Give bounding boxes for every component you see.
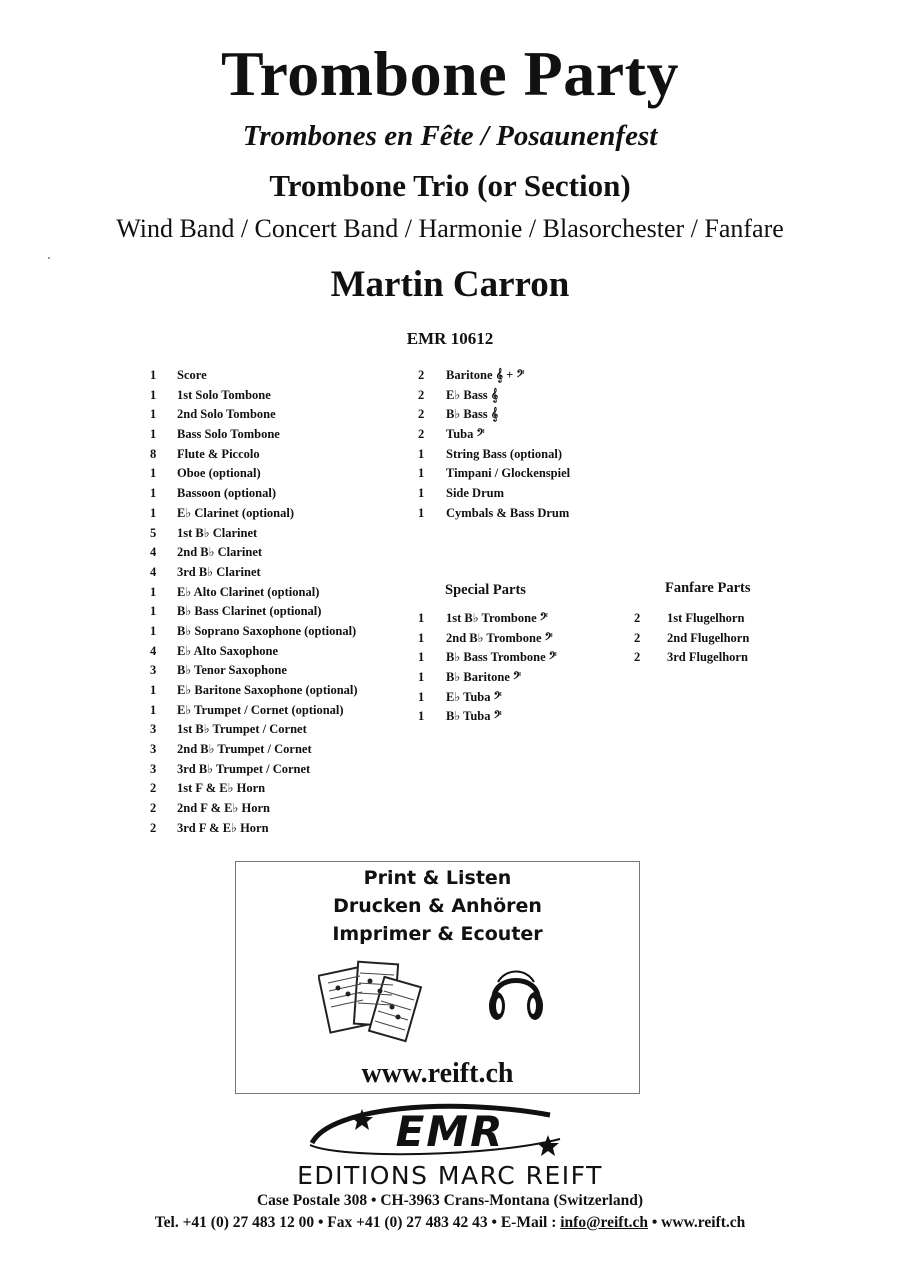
part-name: Baritone 𝄞 + 𝄢 <box>446 368 525 382</box>
scan-speck <box>48 257 50 259</box>
part-name: String Bass (optional) <box>446 446 562 461</box>
part-name: Bassoon (optional) <box>177 486 276 501</box>
part-quantity: 2 <box>634 630 641 645</box>
part-quantity: 1 <box>150 466 157 481</box>
part-name: Tuba 𝄢 <box>446 427 485 442</box>
page-subtitle: Trombones en Fête / Posaunenfest <box>242 120 658 152</box>
part-name: 2nd B♭ Clarinet <box>177 545 263 560</box>
part-quantity: 2 <box>150 801 157 816</box>
part-quantity: 1 <box>418 446 425 461</box>
part-name: 2nd Flugelhorn <box>667 630 750 645</box>
part-quantity: 1 <box>150 702 157 717</box>
part-quantity: 1 <box>150 387 157 402</box>
part-name: Side Drum <box>446 486 504 501</box>
part-name: B♭ Soprano Saxophone (optional) <box>177 623 357 638</box>
svg-text:EMR: EMR <box>395 1107 505 1156</box>
part-name: B♭ Tuba 𝄢 <box>446 709 502 724</box>
email-link[interactable]: info@reift.ch <box>560 1214 648 1231</box>
part-name: 1st B♭ Clarinet <box>177 525 258 540</box>
part-quantity: 1 <box>418 630 425 645</box>
part-quantity: 1 <box>150 623 157 638</box>
part-name: B♭ Bass 𝄞 <box>446 407 499 422</box>
part-quantity: 1 <box>418 689 425 704</box>
contact-phone-fax: Tel. +41 (0) 27 483 12 00 • Fax +41 (0) 27 483 42 43 • E-Mail : <box>154 1214 561 1231</box>
composer-name: Martin Carron <box>330 264 570 305</box>
part-quantity: 3 <box>150 742 157 757</box>
part-name: E♭ Alto Clarinet (optional) <box>177 584 320 599</box>
part-quantity: 1 <box>418 709 425 724</box>
part-name: 1st Flugelhorn <box>667 611 745 625</box>
publisher-contact <box>0 1215 900 1231</box>
part-name: 3rd Flugelhorn <box>667 650 748 665</box>
part-quantity: 1 <box>150 407 157 422</box>
part-name: Timpani / Glockenspiel <box>446 466 571 481</box>
part-quantity: 3 <box>150 761 157 776</box>
part-quantity: 2 <box>418 387 425 402</box>
part-quantity: 1 <box>418 466 425 481</box>
part-name: E♭ Trumpet / Cornet (optional) <box>177 702 344 717</box>
part-name: B♭ Bass Clarinet (optional) <box>177 604 322 619</box>
part-name: 3rd B♭ Clarinet <box>177 564 261 579</box>
part-quantity: 1 <box>150 584 157 599</box>
publisher-address: Case Postale 308 • CH-3963 Crans-Montana (Switzerland) <box>256 1192 643 1209</box>
part-quantity: 1 <box>150 486 157 501</box>
part-quantity: 1 <box>150 427 157 442</box>
part-name: Bass Solo Tombone <box>177 427 280 442</box>
part-quantity: 1 <box>150 604 157 619</box>
part-quantity: 4 <box>150 643 157 658</box>
promo-website-link[interactable]: www.reift.ch <box>361 1058 514 1089</box>
part-name: E♭ Baritone Saxophone (optional) <box>177 683 358 697</box>
special-parts-heading: Special Parts <box>445 582 526 598</box>
part-name: 1st F & E♭ Horn <box>177 781 266 796</box>
promo-line-2: Drucken & Anhören <box>333 895 542 917</box>
part-name: E♭ Alto Saxophone <box>177 643 279 658</box>
part-name: Score <box>177 368 207 382</box>
part-name: Cymbals & Bass Drum <box>446 505 570 520</box>
part-name: E♭ Clarinet (optional) <box>177 505 295 520</box>
part-quantity: 1 <box>150 683 157 697</box>
emr-logo <box>300 1099 600 1161</box>
page-title: Trombone Party <box>221 38 679 109</box>
part-quantity: 8 <box>150 446 157 461</box>
part-quantity: 2 <box>634 650 641 665</box>
part-quantity: 1 <box>150 368 157 382</box>
fanfare-parts-heading: Fanfare Parts <box>665 580 751 596</box>
part-name: 2nd B♭ Trombone 𝄢 <box>446 630 553 645</box>
print-listen-box <box>235 861 640 1094</box>
sheet-music-icon <box>318 957 428 1052</box>
part-quantity: 2 <box>150 820 157 835</box>
part-name: 1st B♭ Trumpet / Cornet <box>177 722 307 737</box>
part-name: E♭ Tuba 𝄢 <box>446 689 502 704</box>
part-quantity: 4 <box>150 545 157 560</box>
promo-line-1: Print & Listen <box>363 867 512 889</box>
part-quantity: 4 <box>150 564 157 579</box>
part-name: B♭ Bass Trombone 𝄢 <box>446 650 557 665</box>
part-name: 1st B♭ Trombone 𝄢 <box>446 611 548 625</box>
catalog-number: EMR 10612 <box>406 329 494 348</box>
part-quantity: 2 <box>418 427 425 442</box>
part-name: Flute & Piccolo <box>177 446 260 461</box>
part-quantity: 1 <box>418 611 425 625</box>
publisher-name: EDITIONS MARC REIFT <box>297 1161 603 1190</box>
part-quantity: 1 <box>418 650 425 665</box>
part-quantity: 3 <box>150 722 157 737</box>
part-name: 3rd F & E♭ Horn <box>177 820 269 835</box>
part-name: E♭ Bass 𝄞 <box>446 387 499 402</box>
instrumentation-line: Wind Band / Concert Band / Harmonie / Blasorchester / Fanfare <box>116 214 784 243</box>
arrangement-line: Trombone Trio (or Section) <box>269 168 631 203</box>
part-quantity: 2 <box>418 368 425 382</box>
headphones-icon <box>486 960 546 1028</box>
part-name: 2nd Solo Tombone <box>177 407 276 422</box>
part-quantity: 2 <box>150 781 157 796</box>
part-quantity: 5 <box>150 525 157 540</box>
part-quantity: 1 <box>150 505 157 520</box>
part-name: 3rd B♭ Trumpet / Cornet <box>177 761 311 776</box>
part-name: Oboe (optional) <box>177 466 261 481</box>
part-name: B♭ Baritone 𝄢 <box>446 670 522 685</box>
part-quantity: 1 <box>418 670 425 685</box>
promo-line-3: Imprimer & Ecouter <box>332 923 543 945</box>
contact-website: • www.reift.ch <box>648 1214 746 1231</box>
part-name: 2nd F & E♭ Horn <box>177 801 270 816</box>
part-quantity: 1 <box>418 486 425 501</box>
part-quantity: 3 <box>150 663 157 678</box>
part-name: 1st Solo Tombone <box>177 387 271 402</box>
part-name: B♭ Tenor Saxophone <box>177 663 287 678</box>
part-name: 2nd B♭ Trumpet / Cornet <box>177 742 312 757</box>
part-quantity: 2 <box>634 611 641 625</box>
part-quantity: 1 <box>418 505 425 520</box>
part-quantity: 2 <box>418 407 425 422</box>
